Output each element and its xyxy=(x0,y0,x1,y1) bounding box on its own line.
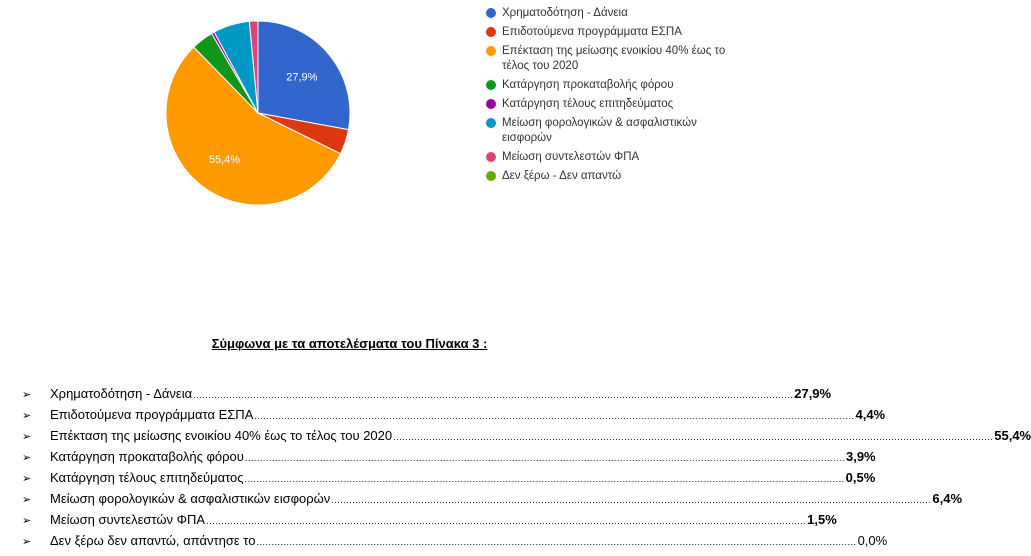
legend-item xyxy=(486,97,726,112)
summary-row xyxy=(22,428,1031,449)
legend-item xyxy=(486,116,726,146)
dot-leader: ........................................................................................................................................................................................................ xyxy=(193,390,794,400)
dot-leader: ........................................................................................................................................................................................................ xyxy=(256,537,857,547)
summary-row xyxy=(22,386,832,407)
summary-label: Χρηματοδότηση - Δάνεια xyxy=(50,386,193,401)
legend-swatch-icon xyxy=(486,99,496,109)
legend-swatch-icon xyxy=(486,8,496,18)
chart-legend xyxy=(486,6,726,188)
dot-leader: ........................................................................................................................................................................................................ xyxy=(244,474,845,484)
dot-leader: ........................................................................................................................................................................................................ xyxy=(331,495,932,505)
summary-label: Κατάργηση τέλους επιτηδεύματος xyxy=(50,470,244,485)
pie-chart xyxy=(0,0,480,240)
summary-label: Επιδοτούμενα προγράμματα ΕΣΠΑ xyxy=(50,407,254,422)
legend-swatch-icon xyxy=(486,171,496,181)
summary-row xyxy=(22,512,837,533)
summary-label: Μείωση φορολογικών & ασφαλιστικών εισφορών xyxy=(50,491,331,506)
summary-row xyxy=(22,533,888,554)
summary-value: 3,9% xyxy=(845,449,876,464)
summary-label: Επέκταση της μείωσης ενοικίου 40% έως το τέλος του 2020 xyxy=(50,428,393,443)
legend-item xyxy=(486,25,726,40)
summary-list xyxy=(22,386,1031,554)
legend-label: Μείωση συντελεστών ΦΠΑ xyxy=(502,151,640,163)
summary-value: 0,0% xyxy=(857,533,888,548)
legend-item xyxy=(486,150,726,165)
pie-chart-svg xyxy=(0,0,480,240)
dot-leader: ........................................................................................................................................................................................................ xyxy=(393,432,994,442)
summary-value: 0,5% xyxy=(845,470,876,485)
legend-label: Επιδοτούμενα προγράμματα ΕΣΠΑ xyxy=(502,26,682,38)
arrow-bullet-icon: ➢ xyxy=(22,473,32,485)
dot-leader: ........................................................................................................................................................................................................ xyxy=(244,453,845,463)
legend-label: Μείωση φορολογικών & ασφαλιστικών εισφορών xyxy=(502,117,697,144)
legend-item xyxy=(486,6,726,21)
arrow-bullet-icon: ➢ xyxy=(22,452,32,464)
arrow-bullet-icon: ➢ xyxy=(22,494,32,506)
summary-value: 4,4% xyxy=(855,407,886,422)
legend-item xyxy=(486,169,726,184)
legend-swatch-icon xyxy=(486,27,496,37)
summary-label: Μείωση συντελεστών ΦΠΑ xyxy=(50,512,206,527)
summary-value: 27,9% xyxy=(794,386,832,401)
arrow-bullet-icon: ➢ xyxy=(22,536,32,548)
legend-swatch-icon xyxy=(486,118,496,128)
legend-label: Χρηματοδότηση - Δάνεια xyxy=(502,7,628,19)
slice-value-label: 27,9% xyxy=(286,71,318,84)
legend-label: Επέκταση της μείωσης ενοικίου 40% έως το τέλος του 2020 xyxy=(502,45,726,72)
summary-row xyxy=(22,470,876,491)
dot-leader: ........................................................................................................................................................................................................ xyxy=(254,411,855,421)
legend-item xyxy=(486,78,726,93)
summary-row xyxy=(22,491,963,512)
summary-value: 55,4% xyxy=(994,428,1031,443)
summary-row xyxy=(22,407,886,428)
summary-value: 1,5% xyxy=(807,512,837,527)
summary-value: 6,4% xyxy=(932,491,963,506)
summary-label: Δεν ξέρω δεν απαντώ, απάντησε το xyxy=(50,533,256,548)
arrow-bullet-icon: ➢ xyxy=(22,389,32,401)
legend-swatch-icon xyxy=(486,46,496,56)
arrow-bullet-icon: ➢ xyxy=(22,410,32,422)
legend-label: Κατάργηση προκαταβολής φόρου xyxy=(502,79,674,91)
legend-label: Κατάργηση τέλους επιτηδεύματος xyxy=(502,98,674,110)
summary-row xyxy=(22,449,876,470)
section-heading: Σύμφωνα με τα αποτελέσματα του Πίνακα 3 : xyxy=(211,336,488,351)
summary-label: Κατάργηση προκαταβολής φόρου xyxy=(50,449,244,464)
slice-value-label: 55,4% xyxy=(208,154,241,167)
arrow-bullet-icon: ➢ xyxy=(22,431,32,443)
legend-label: Δεν ξέρω - Δεν απαντώ xyxy=(502,170,622,182)
legend-swatch-icon xyxy=(486,80,496,90)
arrow-bullet-icon: ➢ xyxy=(22,515,32,527)
legend-swatch-icon xyxy=(486,152,496,162)
legend-item xyxy=(486,44,726,74)
dot-leader: ........................................................................................................................................................................................................ xyxy=(206,516,807,526)
